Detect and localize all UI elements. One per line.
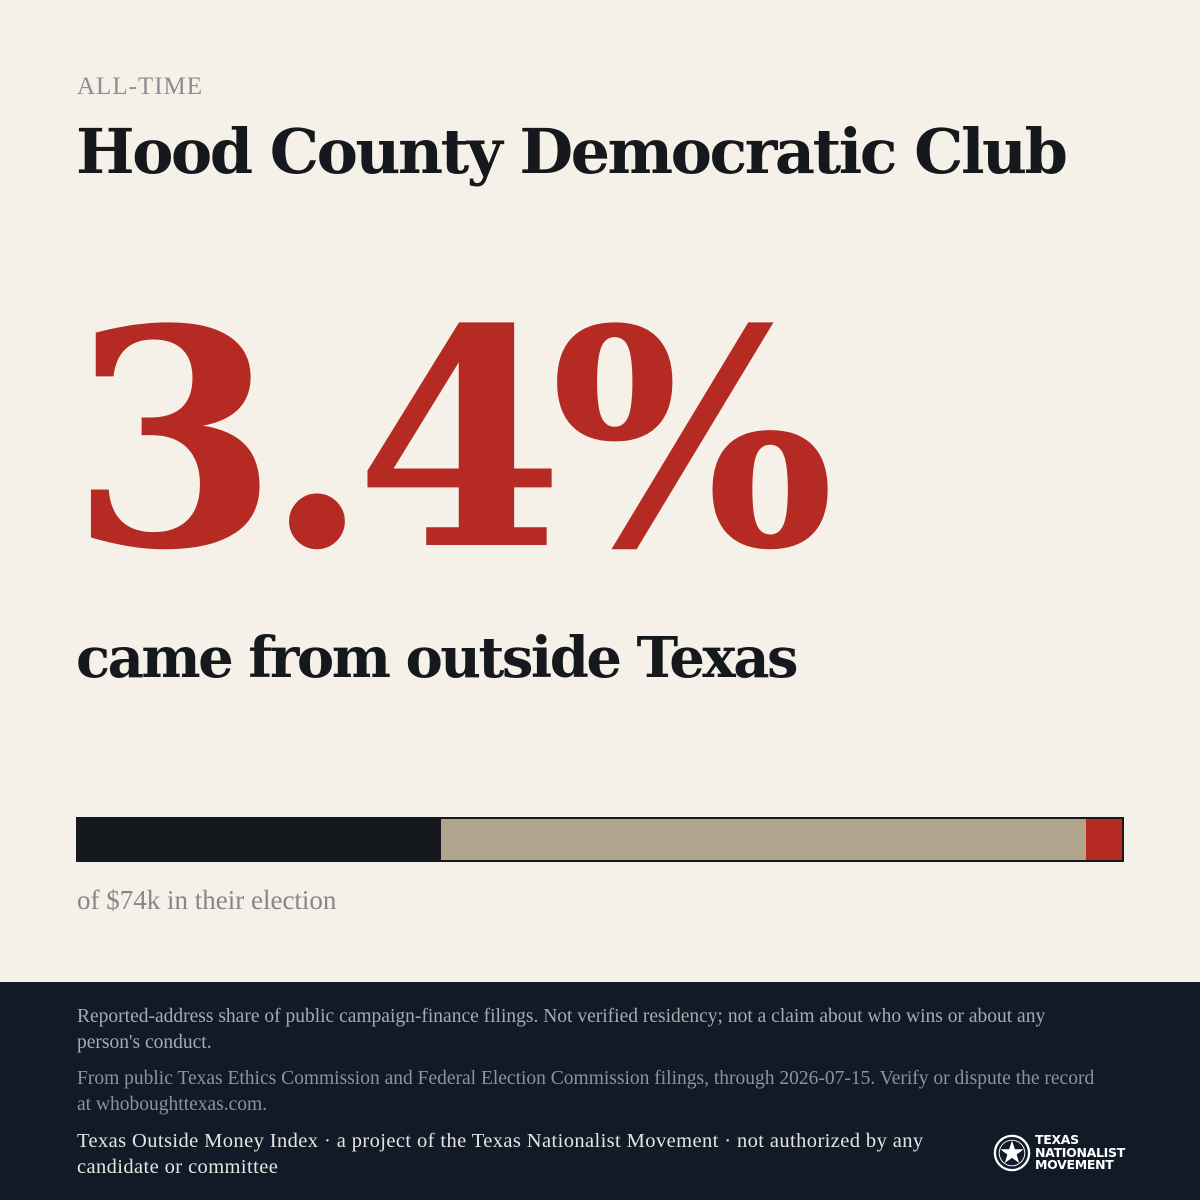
eyebrow-label: ALL-TIME: [77, 73, 204, 100]
logo-line-2: NATIONALIST: [1035, 1144, 1125, 1160]
bar-caption: of $74k in their election: [77, 885, 337, 915]
headline-percentage: 3.4%: [70, 263, 821, 616]
star-seal-icon: [993, 1134, 1031, 1172]
footer-source: From public Texas Ethics Commission and Federal Election Commission filings, through 2026-07-15. Verify or dispute the record at whoboughttexas.com.: [77, 1068, 1095, 1115]
logo-wordmark: [1035, 1134, 1125, 1172]
headline-subline: came from outside Texas: [76, 625, 797, 691]
logo-line-1: TEXAS: [1035, 1132, 1079, 1148]
footer-credit: Texas Outside Money Index · a project of the Texas Nationalist Movement · not authorized by any candidate or committee: [77, 1130, 924, 1178]
footer: [0, 982, 1200, 1200]
bar-segment-tan: [441, 819, 1086, 860]
footer-disclaimer: Reported-address share of public campaign-finance filings. Not verified residency; not a claim about who wins or about any person's conduct.: [77, 1006, 1046, 1053]
share-bar: [76, 817, 1124, 862]
bar-segment-red: [1086, 819, 1121, 860]
page-title: Hood County Democratic Club: [76, 115, 1066, 188]
logo-line-3: MOVEMENT: [1035, 1157, 1114, 1173]
bar-segment-dark: [78, 819, 441, 860]
tnm-logo: [993, 1132, 1125, 1174]
